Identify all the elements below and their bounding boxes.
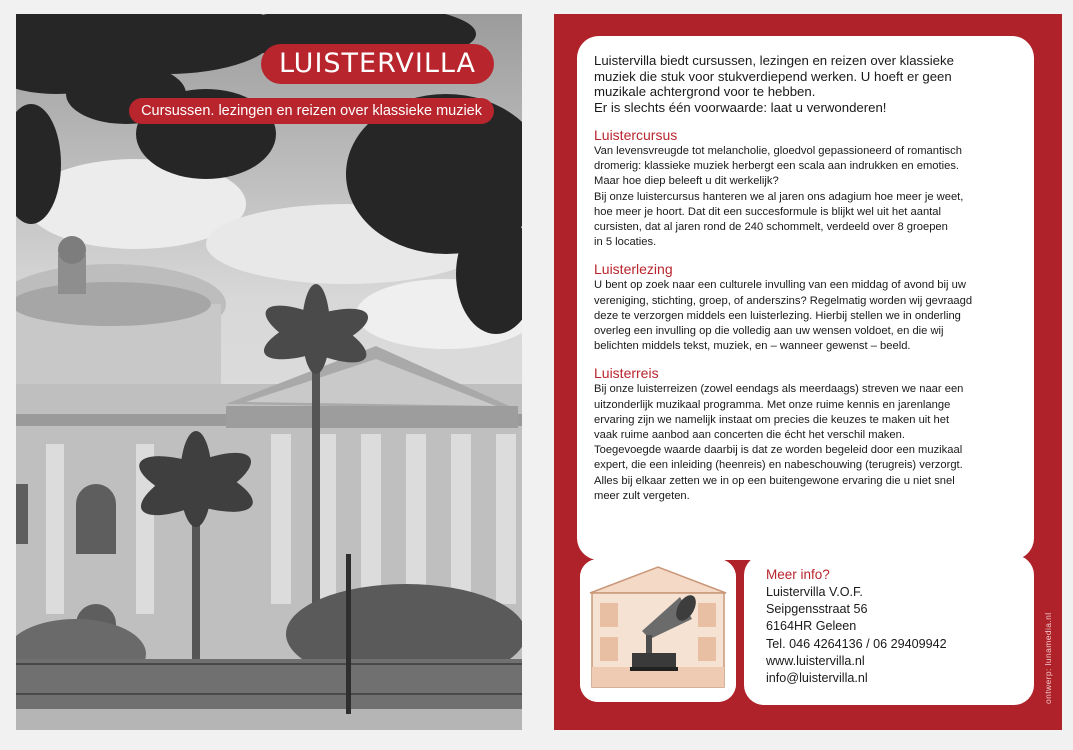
body-line: Bij onze luistercursus hanteren we al jaren ons adagium hoe meer je weet, [594, 190, 964, 203]
contact-website-link[interactable]: www.luistervilla.nl [766, 653, 865, 668]
main-text-card [577, 36, 1034, 560]
contact-heading: Meer info? [766, 567, 830, 582]
contact-city: 6164HR Geleen [766, 619, 857, 634]
body-line: Van levensvreugde tot melancholie, gloedvol gepassioneerd of romantisch [594, 145, 962, 157]
body-line: expert, die een inleiding (heenreis) en nabeschouwing (terugreis) verzorgt. [594, 459, 963, 472]
section-body-luisterlezing [594, 278, 1014, 354]
body-line: overleg een invulling op die volledig aan uw wensen voldoet, en die wij [594, 325, 944, 338]
body-line: meer zult vergeten. [594, 489, 690, 502]
body-line: deze te verzorgen middels een luisterlezing. Hierbij stellen we in onderling [594, 309, 961, 322]
body-line: ervaring zijn we namelijk instaat om precies die keuzes te maken uit het [594, 413, 950, 426]
intro-text [594, 53, 1014, 115]
section-heading-luisterlezing: Luisterlezing [594, 261, 673, 278]
contact-street: Seipgensstraat 56 [766, 602, 868, 617]
contact-card [744, 555, 1034, 705]
body-line: cursisten, dat al jaren rond de 240 schommelt, verdeeld over 8 groepen [594, 221, 948, 234]
cover-panel [16, 14, 522, 730]
intro-line: muzikale achtergrond voor te hebben. [594, 84, 816, 99]
body-line: U bent op zoek naar een culturele invulling van een middag of avond bij uw [594, 279, 966, 292]
body-line: dromerig: klassieke muziek herbergt een scala aan indrukken en emoties. [594, 160, 960, 173]
info-panel [554, 14, 1062, 730]
contact-phone: Tel. 046 4264136 / 06 29409942 [766, 636, 947, 651]
body-line: hoe meer je hoort. Dat dit een succesformule is blijkt wel uit het aantal [594, 205, 941, 218]
contact-email-link[interactable]: info@luistervilla.nl [766, 671, 868, 686]
contact-company: Luistervilla V.O.F. [766, 585, 863, 599]
section-body-luistercursus [594, 144, 1014, 250]
body-line: in 5 locaties. [594, 236, 657, 249]
body-line: uitzonderlijk muzikaal programma. Met onze ruime kennis en jarenlange [594, 398, 951, 411]
intro-line: muziek die stuk voor stukverdiepend werken. U hoeft er geen [594, 68, 952, 84]
body-line: Bij onze luisterreizen (zowel eendags als meerdaags) streven we naar een [594, 383, 964, 396]
design-credit: ontwerp: lunamedia.nl [1043, 612, 1053, 704]
section-heading-luistercursus: Luistercursus [594, 127, 678, 143]
body-line: Maar hoe diep beleeft u dit werkelijk? [594, 175, 779, 188]
body-line: vaak ruime aanbod aan concerten die écht het verschil maken. [594, 429, 905, 442]
cover-subtitle: Cursussen. lezingen en reizen over klassieke muziek [129, 98, 494, 124]
villa-gramophone-logo [580, 559, 736, 702]
intro-line: Er is slechts één voorwaarde: laat u verwonderen! [594, 99, 887, 115]
intro-line: Luistervilla biedt cursussen, lezingen en reizen over klassieke [594, 53, 954, 68]
section-body-luisterreis [594, 382, 1014, 504]
body-line: belichten middels tekst, muziek, en – wanneer gewenst – beeld. [594, 340, 911, 353]
body-line: vereniging, stichting, groep, of anderszins? Regelmatig worden wij gevraagd [594, 294, 973, 307]
body-line: Alles bij elkaar zetten we in op een buitengewone ervaring die u niet snel [594, 474, 955, 487]
logo-card [580, 559, 736, 702]
cover-title: LUISTERVILLA [261, 44, 494, 84]
section-heading-luisterreis: Luisterreis [594, 365, 659, 382]
body-line: Toegevoegde waarde daarbij is dat ze worden begeleid door een muzikaal [594, 444, 963, 457]
